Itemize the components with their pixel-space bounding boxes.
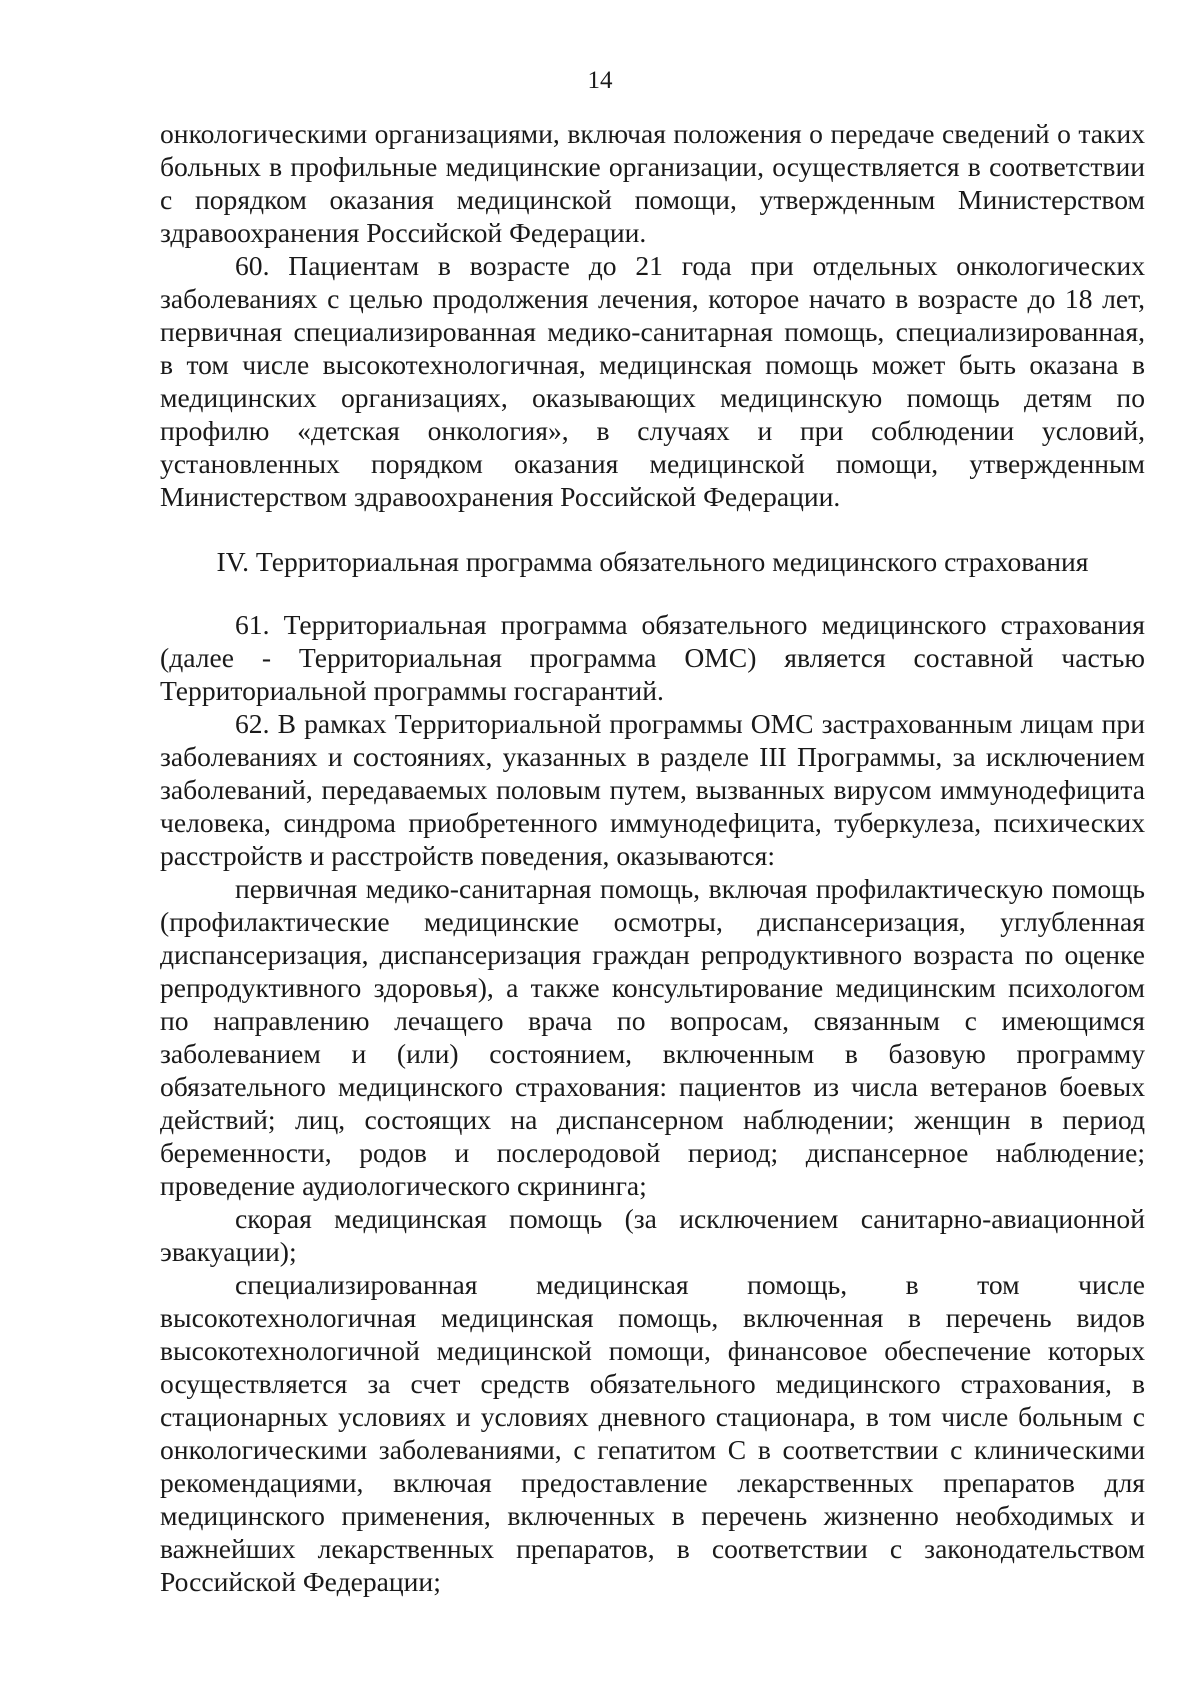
list-item-primary-care: первичная медико-санитарная помощь, включая профилактическую помощь (профилактические медицинские осмотры, диспансеризация, углубленная диспансеризация, диспансеризация граждан репродуктивного возраста по оценке репродуктивного здоровья), а также консультирование медицинским психологом по направлению лечащего врача по вопросам, связанным с имеющимся заболеванием и (или) состоянием, включенным в базовую программу обязательного медицинского страхования: пациентов из числа ветеранов боевых действий; лиц, состоящих на диспансерном наблюдении; женщин в период беременности, родов и послеродовой период; диспансерное наблюдение; проведение аудиологического скрининга; xyxy=(160,873,1145,1201)
paragraph-61: 61. Территориальная программа обязательного медицинского страхования (далее - Территориальная программа ОМС) является составной частью Территориальной программы госгарантий. xyxy=(160,609,1145,706)
list-item-specialized-care: специализированная медицинская помощь, в том числе высокотехнологичная медицинская помощь, включенная в перечень видов высокотехнологичной медицинской помощи, финансовое обеспечение которых осуществляется за счет средств обязательного медицинского страхования, в стационарных условиях и условиях дневного стационара, в том числе больным с онкологическими заболеваниями, с гепатитом C в соответствии с клиническими рекомендациями, включая предоставление лекарственных препаратов для медицинского применения, включенных в перечень жизненно необходимых и важнейших лекарственных препаратов, в соответствии с законодательством Российской Федерации; xyxy=(160,1269,1145,1597)
paragraph-60: 60. Пациентам в возрасте до 21 года при отдельных онкологических заболеваниях с целью продолжения лечения, которое начато в возрасте до 18 лет, первичная специализированная медико-санитарная помощь, специализированная, в том числе высокотехнологичная, медицинская помощь может быть оказана в медицинских организациях, оказывающих медицинскую помощь детям по профилю «детская онкология», в случаях и при соблюдении условий, установленных порядком оказания медицинской помощи, утвержденным Министерством здравоохранения Российской Федерации. xyxy=(160,250,1145,512)
list-item-emergency-care: скорая медицинская помощь (за исключением санитарно-авиационной эвакуации); xyxy=(160,1203,1145,1267)
document-body xyxy=(160,117,1145,1598)
paragraph-62: 62. В рамках Территориальной программы ОМС застрахованным лицам при заболеваниях и состояниях, указанных в разделе III Программы, за исключением заболеваний, передаваемых половым путем, вызванных вирусом иммунодефицита человека, синдрома приобретенного иммунодефицита, туберкулеза, психических расстройств и расстройств поведения, оказываются: xyxy=(160,708,1145,871)
paragraph-continuation: онкологическими организациями, включая положения о передаче сведений о таких больных в профильные медицинские организации, осуществляется в соответствии с порядком оказания медицинской помощи, утвержденным Министерством здравоохранения Российской Федерации. xyxy=(160,118,1145,248)
page-number: 14 xyxy=(587,67,613,94)
section-heading: IV. Территориальная программа обязательного медицинского страхования xyxy=(216,546,1089,577)
spacer xyxy=(160,513,1145,545)
spacer xyxy=(160,578,1145,608)
